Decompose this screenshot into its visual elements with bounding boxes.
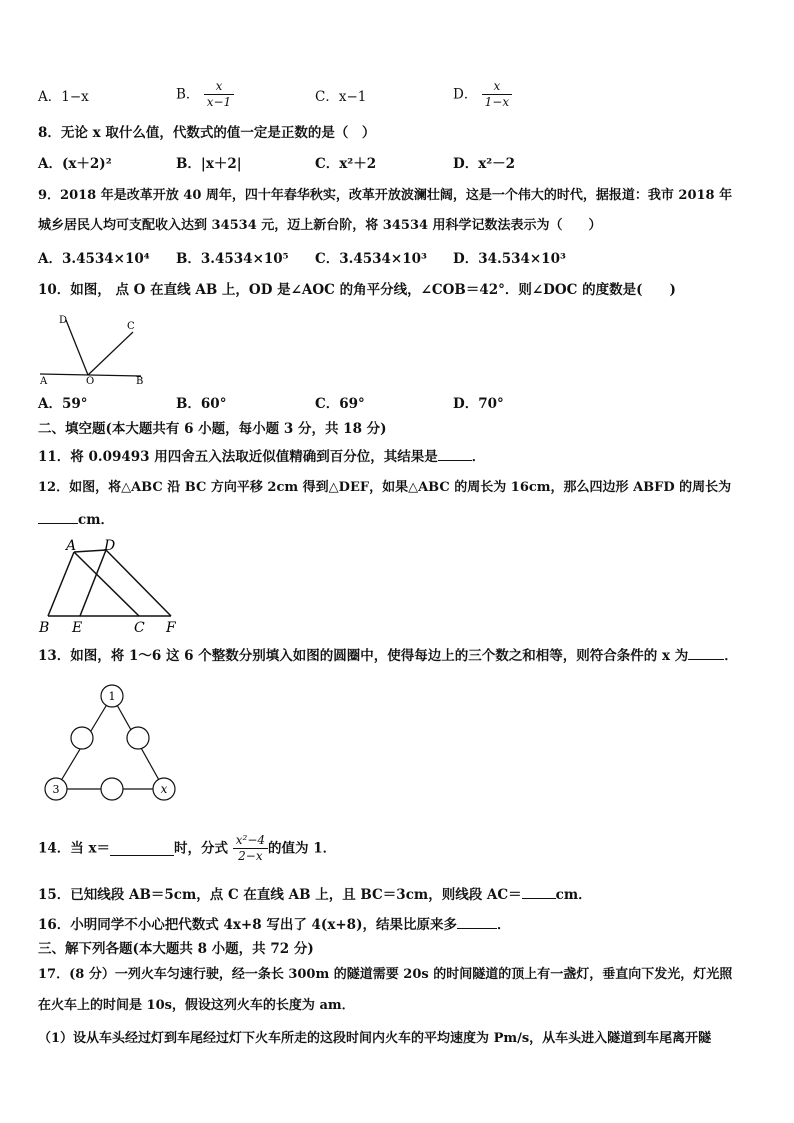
label-b: B xyxy=(39,620,50,636)
q9-stem-line2: 城乡居民人均可支配收入达到 34534 元，迈上新台阶，将 34534 用科学记数法表示为（ ） xyxy=(38,218,602,233)
circle-top-label: 1 xyxy=(108,690,116,703)
q15-answer-blank[interactable] xyxy=(522,884,556,899)
circle-bottom-mid xyxy=(101,778,123,800)
section-2-title: 二、填空题(本大题共有 6 小题，每小题 3 分，共 18 分) xyxy=(38,421,387,437)
q7-option-c: C．x−1 xyxy=(315,89,367,105)
label-b: B xyxy=(136,376,144,386)
q11-answer-blank[interactable] xyxy=(438,446,472,461)
q16: 16．小明同学不小心把代数式 4x+8 写出了 4(x+8)，结果比原来多 ． xyxy=(38,914,764,934)
q9-option-b: B．3.4534×10⁵ xyxy=(176,251,289,267)
label-d: D xyxy=(59,315,68,326)
q17-line3: （1）设从车头经过灯到车尾经过灯下火车所走的这段时间内火车的平均速度为 Pm/s，从车头进入隧道到车尾离开隧 xyxy=(38,1031,712,1046)
ray-od xyxy=(66,320,88,375)
q17-line2: 在火车上的时间是 10s，假设这列火车的长度为 am． xyxy=(38,998,355,1013)
q7-option-a: A．1−x xyxy=(38,89,89,105)
line-de xyxy=(80,550,106,616)
q7-option-d: D． $\frac{x}{1-x}$ xyxy=(453,79,512,110)
q13-triangle-circles-figure xyxy=(36,678,186,804)
line-df xyxy=(106,550,171,616)
q8-stem: 8．无论 x 取什么值，代数式的值一定是正数的是（ ） xyxy=(38,125,376,141)
q12-translation-figure xyxy=(36,536,186,636)
label-f: F xyxy=(166,620,176,636)
q10-stem: 10．如图， 点 O 在直线 AB 上，OD 是∠AOC 的角平分线，∠COB＝42°．则∠DOC 的度数是( ) xyxy=(38,282,676,298)
q8-option-a: A．(x＋2)² xyxy=(38,156,112,172)
label-a: A xyxy=(40,376,48,386)
q9-option-a: A．3.4534×10⁴ xyxy=(38,251,150,267)
q9-option-d: D．34.534×10³ xyxy=(453,251,566,267)
q14: 14．当 x＝ 时，分式 $\frac{\text{x²−4}}{2-x}$ 的值为 1． xyxy=(38,833,337,863)
q17-line1: 17．(8 分）一列火车匀速行驶，经一条长 300m 的隧道需要 20s 的时间隧道的顶上有一盏灯，垂直向下发光，灯光照 xyxy=(38,967,733,982)
q10-option-a: A．59° xyxy=(38,396,88,412)
q12-answer-blank[interactable] xyxy=(38,509,78,524)
q7-option-d-fraction: $\frac{x}{1-x}$ xyxy=(482,79,512,110)
q10-angle-figure xyxy=(36,310,156,386)
label-d: D xyxy=(104,538,116,554)
circle-left-label: 3 xyxy=(52,783,60,796)
q7-option-b: B． $\frac{x}{x-1}$ xyxy=(176,79,234,110)
q13-answer-blank[interactable] xyxy=(688,645,724,660)
q11: 11．将 0.09493 用四舍五入法取近似值精确到百分位，其结果是 ． xyxy=(38,446,764,466)
q8-option-c: C．x²＋2 xyxy=(315,156,377,172)
section-3-title: 三、解下列各题(本大题共 8 小题，共 72 分) xyxy=(38,941,314,957)
q8-option-b: B．|x＋2| xyxy=(176,156,242,172)
q7-option-b-fraction: $\frac{x}{x-1}$ xyxy=(204,79,234,110)
label-a: A xyxy=(66,538,77,554)
circle-left-mid xyxy=(71,727,93,749)
q13: 13．如图，将 1～6 这 6 个整数分别填入如图的圆圈中，使得每边上的三个数之和相等，则符合条件的 x 为 ． xyxy=(38,645,764,665)
q12-answer-line: cm． xyxy=(38,509,764,529)
circle-right-mid xyxy=(127,727,149,749)
label-c: C xyxy=(127,321,135,332)
line-ab xyxy=(48,552,74,616)
q10-option-c: C．69° xyxy=(315,396,365,412)
q12-stem: 12．如图，将△ABC 沿 BC 方向平移 2cm 得到△DEF，如果△ABC 的周长为 16cm，那么四边形 ABFD 的周长为 xyxy=(38,480,732,495)
q10-option-d: D．70° xyxy=(453,396,504,412)
q10-option-b: B．60° xyxy=(176,396,227,412)
label-e: E xyxy=(72,620,83,636)
q15: 15．已知线段 AB＝5cm，点 C 在直线 AB 上，且 BC＝3cm，则线段 AC＝ cm． xyxy=(38,884,764,904)
q14-fraction: $\frac{\text{x²−4}}{2-x}$ xyxy=(233,833,268,864)
q14-answer-blank[interactable] xyxy=(110,841,174,856)
line-ad xyxy=(74,550,106,552)
q8-option-d: D．x²－2 xyxy=(453,156,516,172)
ray-oc xyxy=(88,332,133,375)
circle-right-label: x xyxy=(160,782,168,796)
q9-option-c: C．3.4534×10³ xyxy=(315,251,427,267)
q16-answer-blank[interactable] xyxy=(457,914,497,929)
label-o: O xyxy=(86,376,95,386)
label-c: C xyxy=(134,620,145,636)
q9-stem-line1: 9．2018 年是改革开放 40 周年，四十年春华秋实，改革开放波澜壮阔，这是一个伟大的时代，据报道：我市 2018 年 xyxy=(38,188,733,203)
